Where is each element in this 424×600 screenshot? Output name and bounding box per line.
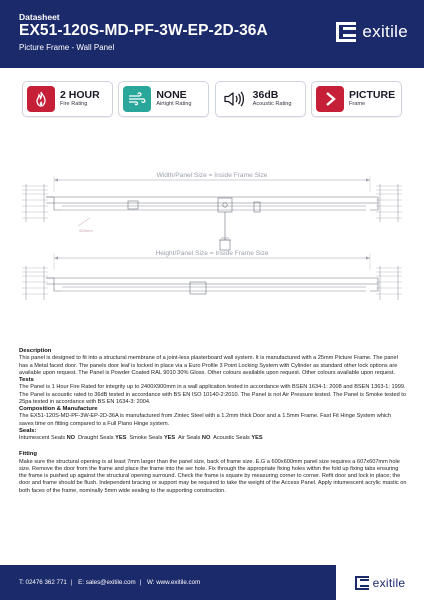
footer-brand-name: exitile <box>372 575 406 590</box>
brand-logo <box>336 22 408 42</box>
footer-brand-logo <box>336 565 424 600</box>
airtight-rating-value: NONE <box>156 88 187 101</box>
datasheet-label: Datasheet <box>19 12 60 22</box>
wind-icon <box>123 86 151 112</box>
width-dimension-label: Width/Panel Size = Inside Frame Size <box>156 172 268 179</box>
fitting-heading: Fitting <box>19 451 37 458</box>
small-dimension-note: 600mm <box>79 228 93 233</box>
fire-rating-value: 2 HOUR <box>60 88 100 101</box>
seals-list <box>19 435 407 442</box>
footer-bar <box>0 565 424 600</box>
acoustic-rating-card <box>215 81 306 117</box>
email-link[interactable]: E: sales@exitile.com <box>78 579 136 586</box>
fitting-text: Make sure the structural opening is at least 7mm larger than the panel size, back of frame size. E.G a 600x600mm panel size requires a 607x607mm hole size. Remove the door from the frame and place the frame into the ser hole. Fix through the appropriate fixing holes within the fold up fixing tabs ensuring the frame is pushed up against the structural opening surround. Check the frame is square by measuring corner to corner. Refit door and lock in place; the door and frame should be flush. Independent bracing or support may be required to take the weight of the Access Panel. Apply intumescent acrylic mastic on both faces of the frame, nominally 5mm wide sealing to the supporting construction. <box>19 458 407 494</box>
composition-heading: Composition & Manufacture <box>19 406 98 413</box>
exitile-logo-icon <box>355 576 369 590</box>
product-code-title: EX51-120S-MD-PF-3W-EP-2D-36A <box>19 22 268 39</box>
seal-label: Acoustic Seals <box>213 435 250 442</box>
airtight-rating-label: Airtight Rating <box>156 101 192 108</box>
seal-value: YES <box>115 435 127 442</box>
fire-rating-label: Fire Rating <box>60 101 88 108</box>
website-link[interactable]: W: www.exitile.com <box>147 579 201 586</box>
seals-heading: Seals: <box>19 427 37 434</box>
phone-number: T: 02476 362 771 <box>19 579 67 586</box>
seal-value: YES <box>163 435 176 442</box>
fire-rating-card <box>22 81 113 117</box>
seal-value: NO <box>201 435 211 442</box>
contact-details: T: 02476 362 771 | E: sales@exitile.com | W: www.exitile.com <box>19 579 201 586</box>
frame-type-card <box>311 81 402 117</box>
tests-heading: Tests <box>19 377 34 384</box>
seal-label: Air Seals <box>177 435 201 442</box>
seal-value: NO <box>66 435 75 442</box>
header-bar <box>0 0 424 68</box>
feature-cards <box>22 81 402 117</box>
composition-text: The EX51-120S-MD-PF-3W-EP-2D-36A is manufactured from Zintec Steel with a 1.2mm thick Door and a 1.5mm Frame. Fast Fit Hinge System which saves time on fitting compared to a Full Piano Hinge system. <box>19 413 392 427</box>
seal-value: YES <box>251 435 263 442</box>
brand-name: exitile <box>362 22 408 41</box>
frame-type-value: PICTURE <box>348 88 396 101</box>
seal-label: Draught Seals <box>78 435 114 442</box>
product-subtitle: Picture Frame - Wall Panel <box>19 43 115 52</box>
airtight-rating-card <box>118 81 209 117</box>
frame-type-label: Frame <box>348 101 366 108</box>
speaker-icon <box>220 86 248 112</box>
seal-label: Intumescent Seals <box>19 435 66 442</box>
flame-icon <box>27 86 55 112</box>
seal-label: Smoke Seals <box>129 435 163 442</box>
technical-drawing <box>18 140 406 338</box>
top-section-view <box>22 176 402 250</box>
datasheet-body <box>19 348 407 495</box>
description-heading: Description <box>19 348 52 354</box>
height-dimension-label: Height/Panel Size = Inside Frame Size <box>155 250 269 257</box>
exitile-logo-icon <box>336 22 356 42</box>
acoustic-rating-label: Acoustic Rating <box>252 101 292 108</box>
chevron-frame-icon <box>316 86 344 112</box>
tests-text: The Panel is 1 Hour Fire Rated for integrity up to 2400X900mm in a wall application tested in accordance with BSEN 1634-1: 2008 and BSEN 1363-1: 1999. The Panel is acoustic rated to 36dB tested in accordance with BS EN ISO 10140-2:2010. The Panel is not Air Pressure tested. The Panel is Smoke tested to 25pa tested in accordance with BS EN 1634-3: 2004. <box>19 384 406 405</box>
description-text: This panel is designed to fit into a structural membrane of a joint-less plasterboard wall system. It is manufactured with a 25mm Picture Frame. The panel has a Metal faced door. The panels door leaf is locked in place via a Euro Profile 3 Point Locking System with Cylinder as standard other lock options are available upon request. The Panel is Powder Coated RAL 9010 30% Gloss. Other colours available upon request. Other colours available upon request. <box>19 355 398 376</box>
acoustic-rating-value: 36dB <box>252 88 279 101</box>
bottom-section-view <box>22 254 402 300</box>
